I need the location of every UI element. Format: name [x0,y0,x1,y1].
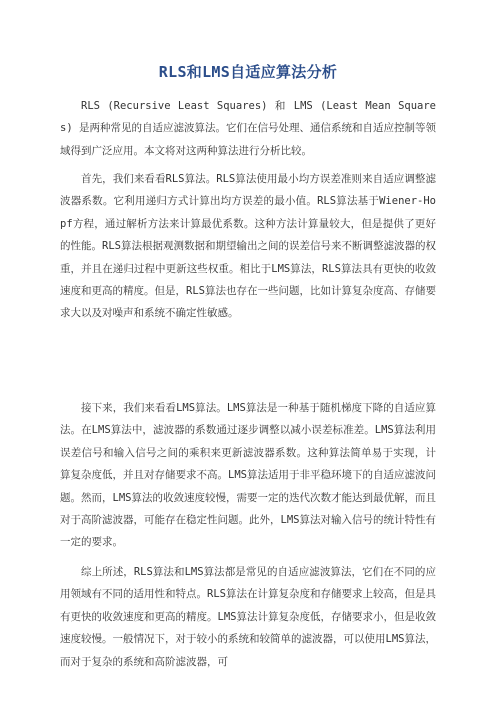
paragraph-intro: RLS (Recursive Least Squares) 和 LMS (Least Mean Squares) 是两种常见的自适应滤波算法。它们在信号处理、通信系统和自适应控制等领域得到广泛应用。本文将对这两种算法进行分析比较。 [60,100,436,157]
paragraph-rls: 首先，我们来看看RLS算法。RLS算法使用最小均方误差准则来自适应调整滤波器系数。它利用递归方式计算出均方误差的最小值。RLS算法基于Wiener-Hopf方程，通过解析方法来计算最优系数。这种方法计算量较大，但是提供了更好的性能。RLS算法根据观测数据和期望输出之间的误差信号来不断调整滤波器的权重，并且在递归过程中更新这些权重。相比于LMS算法，RLS算法具有更快的收敛速度和更高的精度。但是，RLS算法也存在一些问题，比如计算复杂度高、存储要求大以及对噪声和系统不确定性敏感。 [60,173,436,320]
paragraph-summary: 综上所述，RLS算法和LMS算法都是常见的自适应滤波算法，它们在不同的应用领域有不同的适用性和特点。RLS算法在计算复杂度和存储要求上较高，但是具有更快的收敛速度和更高的精度。LMS算法计算复杂度低，存储要求小，但是收敛速度较慢。一般情况下，对于较小的系统和较简单的滤波器，可以使用LMS算法，而对于复杂的系统和高阶滤波器，可 [60,566,436,668]
document-title: RLS和LMS自适应算法分析 [158,63,338,81]
paragraph-lms: 接下来，我们来看看LMS算法。LMS算法是一种基于随机梯度下降的自适应算法。在LMS算法中，滤波器的系数通过逐步调整以减小误差标准差。LMS算法利用误差信号和输入信号之间的乘积来更新滤波器系数。这种算法简单易于实现，计算复杂度低，并且对存储要求不高。LMS算法适用于非平稳环境下的自适应滤波问题。然而，LMS算法的收敛速度较慢，需要一定的迭代次数才能达到最优解，而且对于高阶滤波器，可能存在稳定性问题。此外，LMS算法对输入信号的统计特性有一定的要求。 [60,402,436,549]
